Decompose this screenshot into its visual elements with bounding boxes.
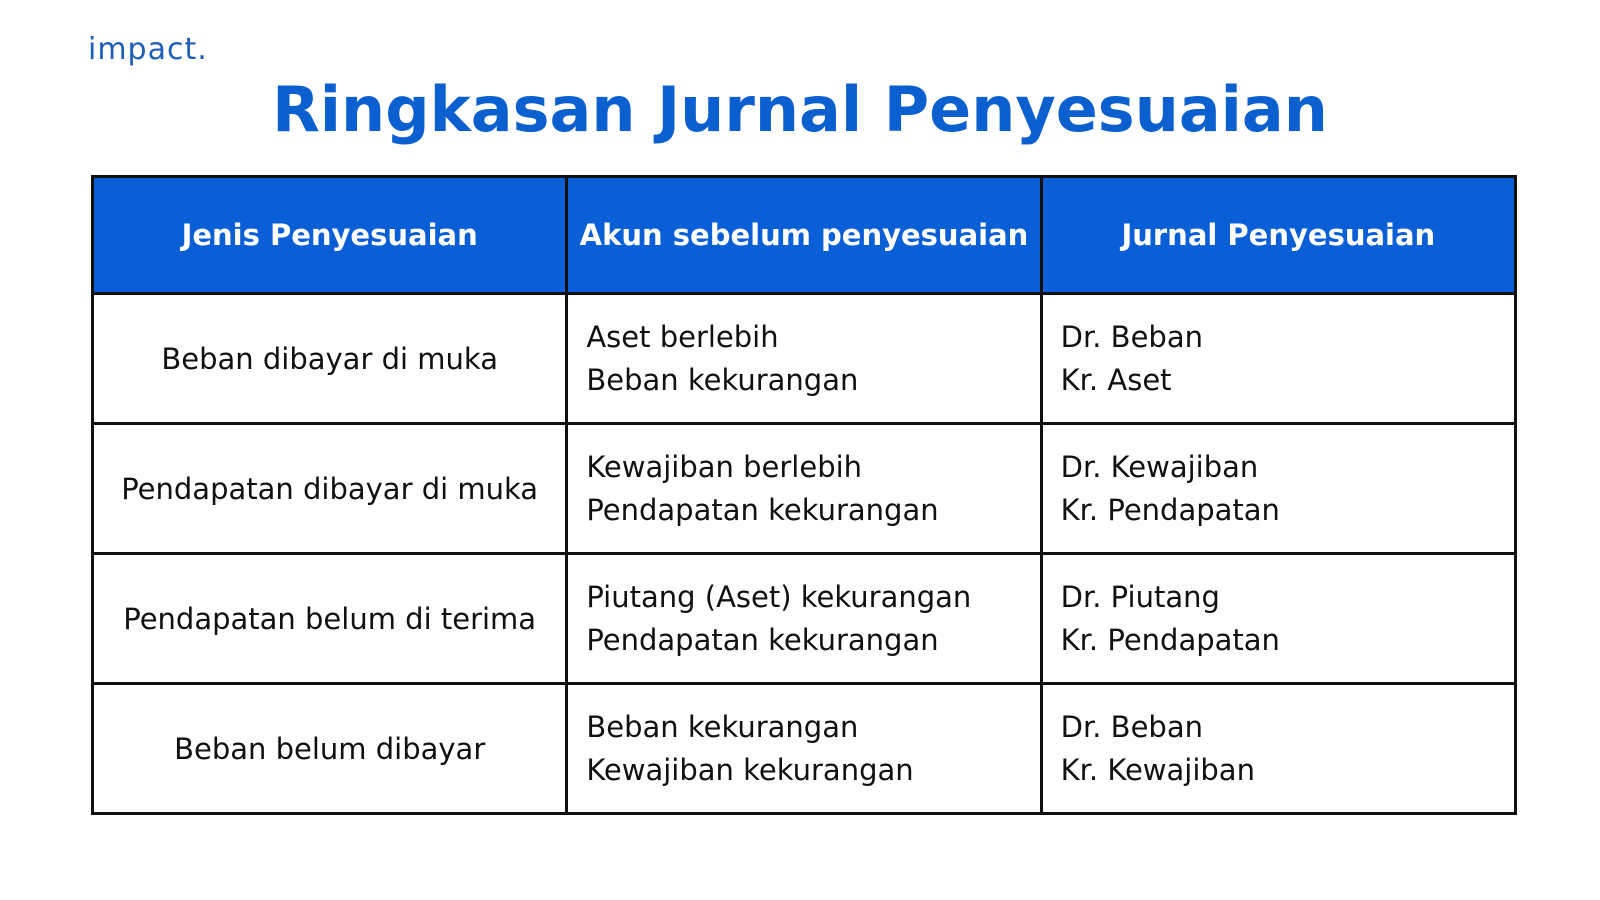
journal-cell [1041, 294, 1515, 424]
table-row [93, 684, 1516, 814]
journal-line: Dr. Beban [1060, 709, 1203, 744]
journal-line: Dr. Piutang [1060, 579, 1220, 614]
account-line: Kewajiban kekurangan [586, 752, 914, 787]
account-line: Kewajiban berlebih [586, 449, 863, 484]
account-line: Pendapatan kekurangan [586, 492, 939, 527]
accounts-cell [567, 294, 1041, 424]
journal-line: Dr. Beban [1060, 319, 1203, 354]
account-line: Aset berlebih [586, 319, 779, 354]
page-title: Ringkasan Jurnal Penyesuaian [272, 73, 1328, 146]
adjustment-type-cell: Beban belum dibayar [93, 684, 567, 814]
accounts-cell [567, 424, 1041, 554]
account-line: Piutang (Aset) kekurangan [586, 579, 972, 614]
journal-line: Dr. Kewajiban [1060, 449, 1259, 484]
header-jurnal-penyesuaian: Jurnal Penyesuaian [1041, 177, 1515, 294]
header-akun-sebelum-penyesuaian: Akun sebelum penyesuaian [567, 177, 1041, 294]
accounts-cell [567, 684, 1041, 814]
journal-cell [1041, 684, 1515, 814]
table-header-row [93, 177, 1516, 294]
journal-line: Kr. Pendapatan [1060, 622, 1280, 657]
header-jenis-penyesuaian: Jenis Penyesuaian [93, 177, 567, 294]
accounts-cell [567, 554, 1041, 684]
table-row [93, 424, 1516, 554]
adjusting-journal-table [91, 175, 1517, 815]
account-line: Beban kekurangan [586, 709, 859, 744]
journal-cell [1041, 424, 1515, 554]
table-row [93, 294, 1516, 424]
account-line: Beban kekurangan [586, 362, 859, 397]
journal-cell [1041, 554, 1515, 684]
account-line: Pendapatan kekurangan [586, 622, 939, 657]
journal-line: Kr. Kewajiban [1060, 752, 1255, 787]
adjustment-type-cell: Beban dibayar di muka [93, 294, 567, 424]
journal-line: Kr. Aset [1060, 362, 1172, 397]
table-row [93, 554, 1516, 684]
adjustment-type-cell: Pendapatan dibayar di muka [93, 424, 567, 554]
adjustment-type-cell: Pendapatan belum di terima [93, 554, 567, 684]
impact-logo: impact. [88, 32, 208, 67]
journal-line: Kr. Pendapatan [1060, 492, 1280, 527]
